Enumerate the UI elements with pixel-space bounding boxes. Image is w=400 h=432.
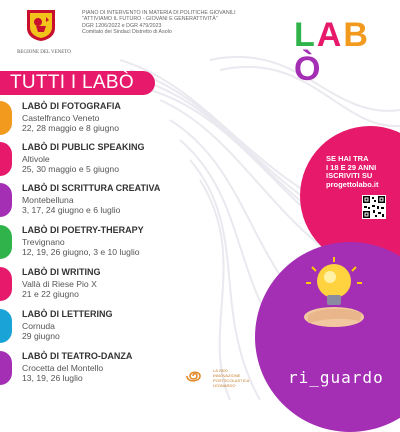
lab-place: Trevignano <box>22 237 65 247</box>
lab-title: LABÒ DI TEATRO-DANZA <box>22 351 133 361</box>
lab-dates: 21 e 22 giugno <box>22 289 79 299</box>
bottom-logo-text <box>213 368 249 388</box>
color-marker <box>0 351 12 385</box>
bottom-text-line: POSTSCOLASTICA <box>213 378 250 383</box>
lightbulb-hand-icon <box>300 255 370 335</box>
lab-dates: 13, 19, 26 luglio <box>22 373 83 383</box>
list-item <box>0 349 200 389</box>
qr-code-icon[interactable] <box>362 195 386 219</box>
bottom-text-line: INNOVAZIONE <box>213 373 241 378</box>
lab-title: LABÒ DI SCRITTURA CREATIVA <box>22 183 161 193</box>
program-info <box>82 10 282 36</box>
lab-place: Crocetta del Montello <box>22 363 104 373</box>
color-marker <box>0 183 12 217</box>
lab-dates: 22, 28 maggio e 8 giugno <box>22 123 119 133</box>
color-marker <box>0 225 12 259</box>
lab-title: LABÒ DI FOTOGRAFIA <box>22 101 121 111</box>
list-item <box>0 181 200 221</box>
lab-dates: 3, 17, 24 giugno e 6 luglio <box>22 205 121 215</box>
lab-place: Altivole <box>22 154 50 164</box>
lab-title: LABÒ DI WRITING <box>22 267 101 277</box>
logo-letter: B <box>343 16 370 54</box>
lab-dates: 29 giugno <box>22 331 60 341</box>
lab-dates: 12, 19, 26 giugno, 3 e 10 luglio <box>22 247 140 257</box>
lab-dates: 25, 30 maggio e 5 giugno <box>22 164 119 174</box>
lion-emblem-icon <box>24 8 58 42</box>
color-marker <box>0 309 12 343</box>
info-line: "ATTIVIAMO IL FUTURO - GIOVANI E GENERATTIVITÀ" <box>82 16 218 23</box>
logo-letter: A <box>316 16 344 54</box>
lab-place: Castelfranco Veneto <box>22 113 100 123</box>
bottom-text-line: LA 2500 <box>213 368 228 373</box>
page-title: TUTTI I LABÒ <box>10 72 134 93</box>
lab-title: LABÒ DI LETTERING <box>22 309 113 319</box>
title-bar <box>0 71 155 95</box>
color-marker <box>0 267 12 301</box>
color-marker <box>0 142 12 176</box>
riguardo-logo: ri_guardo <box>288 368 384 387</box>
lab-title: LABÒ DI POETRY-THERAPY <box>22 225 144 235</box>
info-line: DGR 1206/2022 e DGR 479/2023 <box>82 22 162 29</box>
promo-line: I 18 E 29 ANNI <box>326 162 377 172</box>
list-item <box>0 265 200 305</box>
lab-place: Montebelluna <box>22 195 74 205</box>
info-line: PIANO DI INTERVENTO IN MATERIA DI POLITICHE GIOVANILI <box>82 10 236 16</box>
spiral-logo-icon <box>182 365 204 387</box>
lab-place: Vallà di Riese Pio X <box>22 279 97 289</box>
labo-logo <box>294 16 386 88</box>
logo-letter: Ò <box>294 50 323 88</box>
promo-line: ISCRIVITI SU <box>326 171 373 180</box>
list-item <box>0 307 200 347</box>
promo-text <box>326 155 400 189</box>
lab-place: Cornuda <box>22 321 55 331</box>
logo-letter: L <box>294 16 317 54</box>
color-marker <box>0 101 12 135</box>
lab-title: LABÒ DI PUBLIC SPEAKING <box>22 142 145 152</box>
region-label: REGIONE DEL VENETO <box>17 50 71 55</box>
info-line: Comitato dei Sindaci Distretto di Asolo <box>82 29 172 36</box>
bottom-text-line: LEONARDO <box>213 383 236 388</box>
promo-line: SE HAI TRA <box>326 154 369 163</box>
list-item <box>0 99 200 139</box>
list-item <box>0 223 200 263</box>
list-item <box>0 140 200 180</box>
promo-url[interactable]: progettolabo.it <box>326 179 379 189</box>
